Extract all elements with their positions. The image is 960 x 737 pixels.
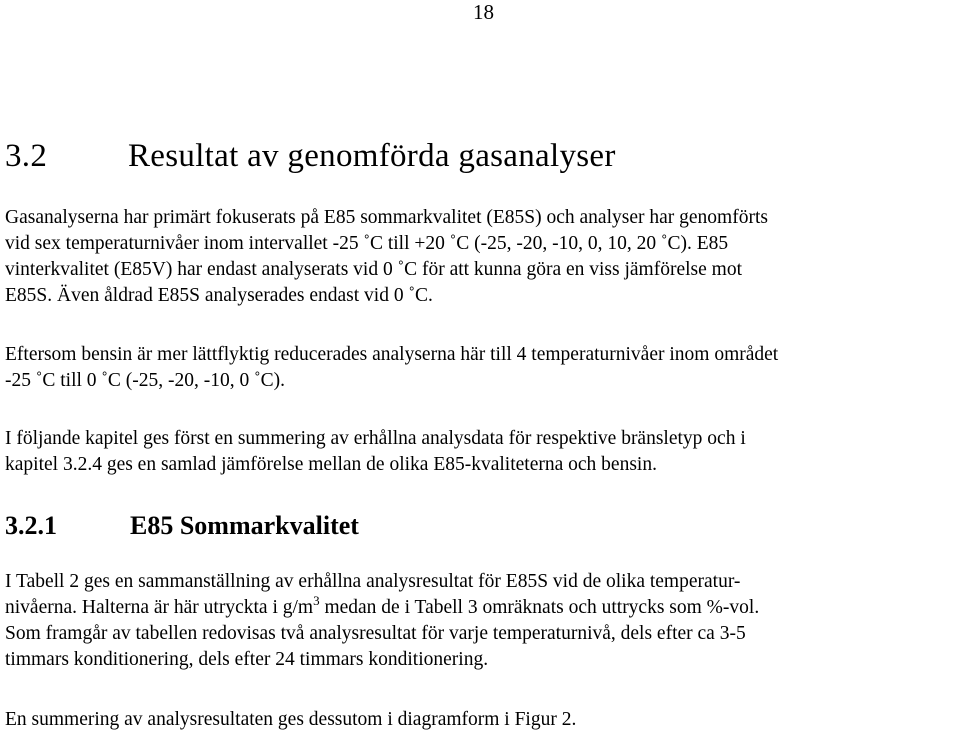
subsection-title: E85 Sommarkvalitet — [130, 511, 359, 540]
paragraph-line: timmars konditionering, dels efter 24 timmars konditionering. — [5, 649, 489, 670]
paragraph-line: vinterkvalitet (E85V) har endast analyserats vid 0 ˚C för att kunna göra en viss jämförelse mot — [5, 259, 742, 280]
page-number: 18 — [473, 0, 494, 24]
paragraph-line: I Tabell 2 ges en sammanställning av erhållna analysresultat för E85S vid de olika temperatur- — [5, 571, 741, 592]
paragraph-summary — [5, 707, 957, 733]
paragraph-line: I följande kapitel ges först en summering av erhållna analysdata för respektive bränsletyp och i — [5, 428, 746, 449]
paragraph-line: vid sex temperaturnivåer inom intervallet -25 ˚C till +20 ˚C (-25, -20, -10, 0, 10, 20 ˚C). E85 — [5, 233, 729, 254]
paragraph-line: Som framgår av tabellen redovisas två analysresultat för varje temperaturnivå, dels efter ca 3-5 — [5, 623, 746, 644]
paragraph-line: kapitel 3.2.4 ges en samlad jämförelse mellan de olika E85-kvaliteterna och bensin. — [5, 454, 657, 475]
paragraph-line: E85S. Även åldrad E85S analyserades endast vid 0 ˚C. — [5, 285, 433, 306]
subsection-number: 3.2.1 — [5, 511, 57, 540]
paragraph-line: Gasanalyserna har primärt fokuserats på E85 sommarkvalitet (E85S) och analyser har genomförts — [5, 207, 768, 228]
paragraph-line — [5, 595, 957, 621]
line-text: nivåerna. Halterna är här utryckta i g/m — [5, 597, 314, 618]
section-number: 3.2 — [5, 138, 48, 174]
superscript: 3 — [313, 593, 320, 608]
paragraph-overview — [5, 426, 957, 478]
line-text: medan de i Tabell 3 omräknats och uttrycks som %-vol. — [319, 597, 760, 618]
paragraph-line: En summering av analysresultaten ges dessutom i diagramform i Figur 2. — [5, 709, 577, 730]
section-title: Resultat av genomförda gasanalyser — [128, 138, 616, 174]
paragraph-line: -25 ˚C till 0 ˚C (-25, -20, -10, 0 ˚C). — [5, 370, 286, 391]
subsection-heading — [5, 510, 359, 542]
paragraph-bensin — [5, 342, 957, 394]
paragraph-intro — [5, 205, 957, 309]
section-heading — [5, 136, 616, 176]
paragraph-tabell — [5, 569, 957, 673]
paragraph-line: Eftersom bensin är mer lättflyktig reducerades analyserna här till 4 temperaturnivåer inom området — [5, 344, 779, 365]
